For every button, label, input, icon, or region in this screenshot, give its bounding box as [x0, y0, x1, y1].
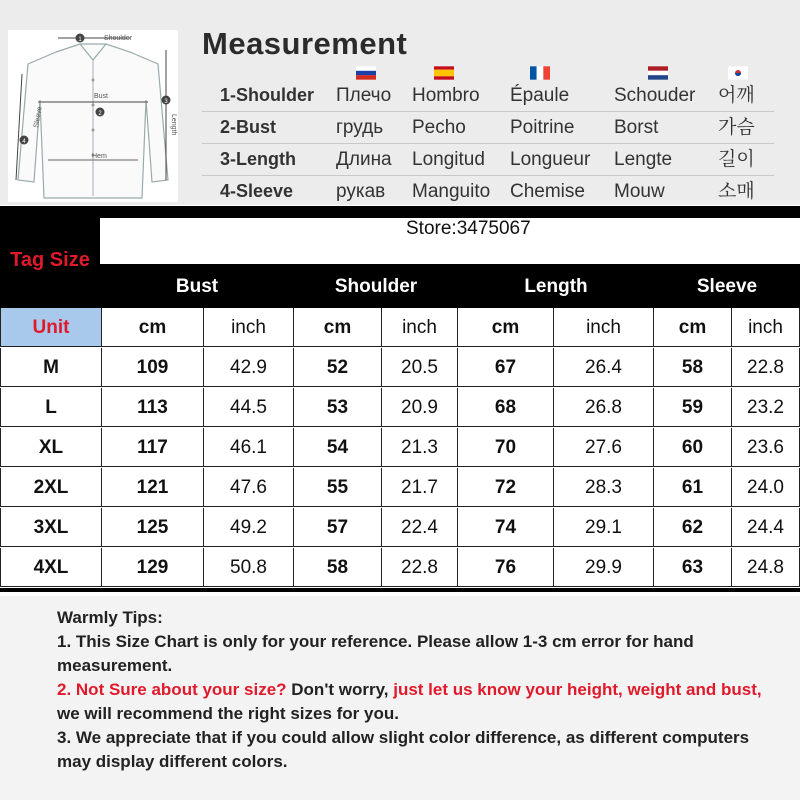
table-cell: 117 — [102, 428, 204, 467]
table-cell: cm — [294, 308, 382, 347]
table-cell: 58 — [654, 348, 732, 387]
table-cell: cm — [458, 308, 554, 347]
table-cell: 47.6 — [204, 468, 294, 507]
table-cell: 125 — [102, 508, 204, 547]
korean-term: 어깨 — [718, 85, 755, 106]
table-cell: 23.2 — [732, 388, 800, 427]
tip-3: 3. We appreciate that if you could allow slight color difference, as different computers may display different colors. — [57, 728, 750, 771]
table-cell: 72 — [458, 468, 554, 507]
tip-2-reassure: Don't worry, — [286, 680, 394, 699]
dutch-term: Lengte — [614, 149, 673, 170]
size-label-cell: 2XL — [0, 468, 102, 507]
france-flag-icon — [530, 66, 550, 80]
table-cell: 28.3 — [554, 468, 654, 507]
table-cell: inch — [382, 308, 458, 347]
korea-flag-icon — [728, 66, 748, 80]
measurement-title: Measurement — [202, 26, 408, 61]
russia-flag-icon — [356, 66, 376, 80]
table-cell: cm — [102, 308, 204, 347]
french-term: Épaule — [510, 85, 570, 106]
table-cell: inch — [204, 308, 294, 347]
table-cell: 121 — [102, 468, 204, 507]
table-cell: 26.4 — [554, 348, 654, 387]
tag-size-label: Tag Size — [10, 249, 90, 271]
table-cell: 58 — [294, 548, 382, 587]
diagram-number-3: 3 — [164, 99, 168, 105]
size-label-cell: 4XL — [0, 548, 102, 587]
diagram-number-1: 1 — [78, 37, 82, 43]
table-cell: 52 — [294, 348, 382, 387]
row-key: 3-Length — [220, 149, 296, 169]
group-header-sleeve: Sleeve — [696, 276, 758, 297]
table-row — [0, 548, 800, 588]
french-term: Longueur — [510, 149, 591, 170]
size-label-cell: M — [0, 348, 102, 387]
size-label-cell: 3XL — [0, 508, 102, 547]
korean-term: 가슴 — [718, 117, 755, 138]
russian-term: Длина — [336, 149, 392, 170]
diagram-number-4: 4 — [22, 139, 26, 145]
table-cell: 53 — [294, 388, 382, 427]
tip-2-number: 2. — [57, 680, 76, 699]
spanish-term: Longitud — [412, 149, 485, 170]
shirt-diagram — [8, 30, 178, 202]
row-key: 2-Bust — [220, 117, 277, 137]
table-cell: 29.9 — [554, 548, 654, 587]
store-id: Store:3475067 — [406, 218, 531, 239]
russian-term: Плечо — [336, 85, 392, 106]
measurement-row-shoulder — [202, 80, 774, 112]
tip-1: 1. This Size Chart is only for your reference. Please allow 1-3 cm error for hand measurement. — [57, 632, 694, 675]
size-label-cell: Unit — [0, 308, 102, 347]
measurement-row-length — [202, 144, 774, 176]
table-cell: 68 — [458, 388, 554, 427]
table-cell: 109 — [102, 348, 204, 387]
size-table — [0, 206, 800, 588]
table-cell: 54 — [294, 428, 382, 467]
diagram-number-2: 2 — [98, 111, 102, 117]
table-cell: 49.2 — [204, 508, 294, 547]
size-label-cell: XL — [0, 428, 102, 467]
spanish-term: Manguito — [412, 181, 491, 202]
table-cell: 74 — [458, 508, 554, 547]
russian-term: грудь — [336, 117, 384, 138]
table-cell: 62 — [654, 508, 732, 547]
table-cell: inch — [554, 308, 654, 347]
table-cell: 29.1 — [554, 508, 654, 547]
table-cell: 113 — [102, 388, 204, 427]
table-cell: 46.1 — [204, 428, 294, 467]
shirt-outline-icon — [8, 30, 178, 202]
korean-term: 소매 — [718, 181, 755, 202]
size-label-cell: L — [0, 388, 102, 427]
dutch-term: Mouw — [614, 181, 665, 202]
table-cell: 26.8 — [554, 388, 654, 427]
measurement-row-sleeve — [202, 176, 774, 207]
spanish-term: Hombro — [412, 85, 480, 106]
group-header-bust: Bust — [175, 276, 219, 297]
measurement-panel — [0, 0, 800, 205]
table-cell: 70 — [458, 428, 554, 467]
netherlands-flag-icon — [648, 66, 668, 80]
table-cell: 21.7 — [382, 468, 458, 507]
table-row — [0, 508, 800, 548]
group-header-shoulder: Shoulder — [334, 276, 418, 297]
tip-2-question: Not Sure about your size? — [75, 680, 287, 699]
table-cell: 61 — [654, 468, 732, 507]
table-cell: 21.3 — [382, 428, 458, 467]
tips-panel — [0, 596, 800, 800]
table-cell: 50.8 — [204, 548, 294, 587]
table-cell: 76 — [458, 548, 554, 587]
dutch-term: Schouder — [614, 85, 696, 106]
table-cell: 20.9 — [382, 388, 458, 427]
table-cell: 42.9 — [204, 348, 294, 387]
table-cell: inch — [732, 308, 800, 347]
table-cell: 57 — [294, 508, 382, 547]
table-row — [0, 468, 800, 508]
table-cell: 60 — [654, 428, 732, 467]
table-cell: 20.5 — [382, 348, 458, 387]
korean-term: 길이 — [718, 149, 755, 170]
russian-term: рукав — [336, 181, 386, 202]
table-cell: 22.4 — [382, 508, 458, 547]
table-cell: 67 — [458, 348, 554, 387]
table-cell: 24.8 — [732, 548, 800, 587]
diagram-label-length: Length — [170, 114, 177, 136]
spain-flag-icon — [434, 66, 454, 80]
diagram-label-bust: Bust — [94, 93, 109, 100]
tip-2 — [57, 678, 777, 726]
diagram-label-sleeve: Sleeve — [33, 106, 44, 129]
table-cell: cm — [654, 308, 732, 347]
table-row — [0, 428, 800, 468]
table-cell: 44.5 — [204, 388, 294, 427]
dutch-term: Borst — [614, 117, 659, 138]
row-key: 1-Shoulder — [220, 85, 315, 105]
table-cell: 23.6 — [732, 428, 800, 467]
table-cell: 63 — [654, 548, 732, 587]
row-key: 4-Sleeve — [220, 181, 294, 201]
table-cell: 22.8 — [732, 348, 800, 387]
table-row — [0, 348, 800, 388]
table-cell: 24.0 — [732, 468, 800, 507]
tips-title: Warmly Tips: — [57, 608, 163, 627]
tip-2-promise: we will recommend the right sizes for you. — [57, 704, 399, 723]
spanish-term: Pecho — [412, 117, 466, 138]
diagram-label-hem: Hem — [92, 153, 107, 160]
table-bottom-rule — [0, 588, 800, 592]
french-term: Poitrine — [510, 117, 575, 138]
diagram-label-shoulder: Shoulder — [104, 35, 133, 42]
table-cell: 27.6 — [554, 428, 654, 467]
french-term: Chemise — [510, 181, 585, 202]
table-cell: 59 — [654, 388, 732, 427]
group-header-length: Length — [524, 276, 588, 297]
table-cell: 55 — [294, 468, 382, 507]
table-cell: 24.4 — [732, 508, 800, 547]
unit-row — [0, 308, 800, 348]
tip-2-request: just let us know your height, weight and bust, — [393, 680, 762, 699]
table-cell: 129 — [102, 548, 204, 587]
table-row — [0, 388, 800, 428]
measurement-row-bust — [202, 112, 774, 144]
table-cell: 22.8 — [382, 548, 458, 587]
